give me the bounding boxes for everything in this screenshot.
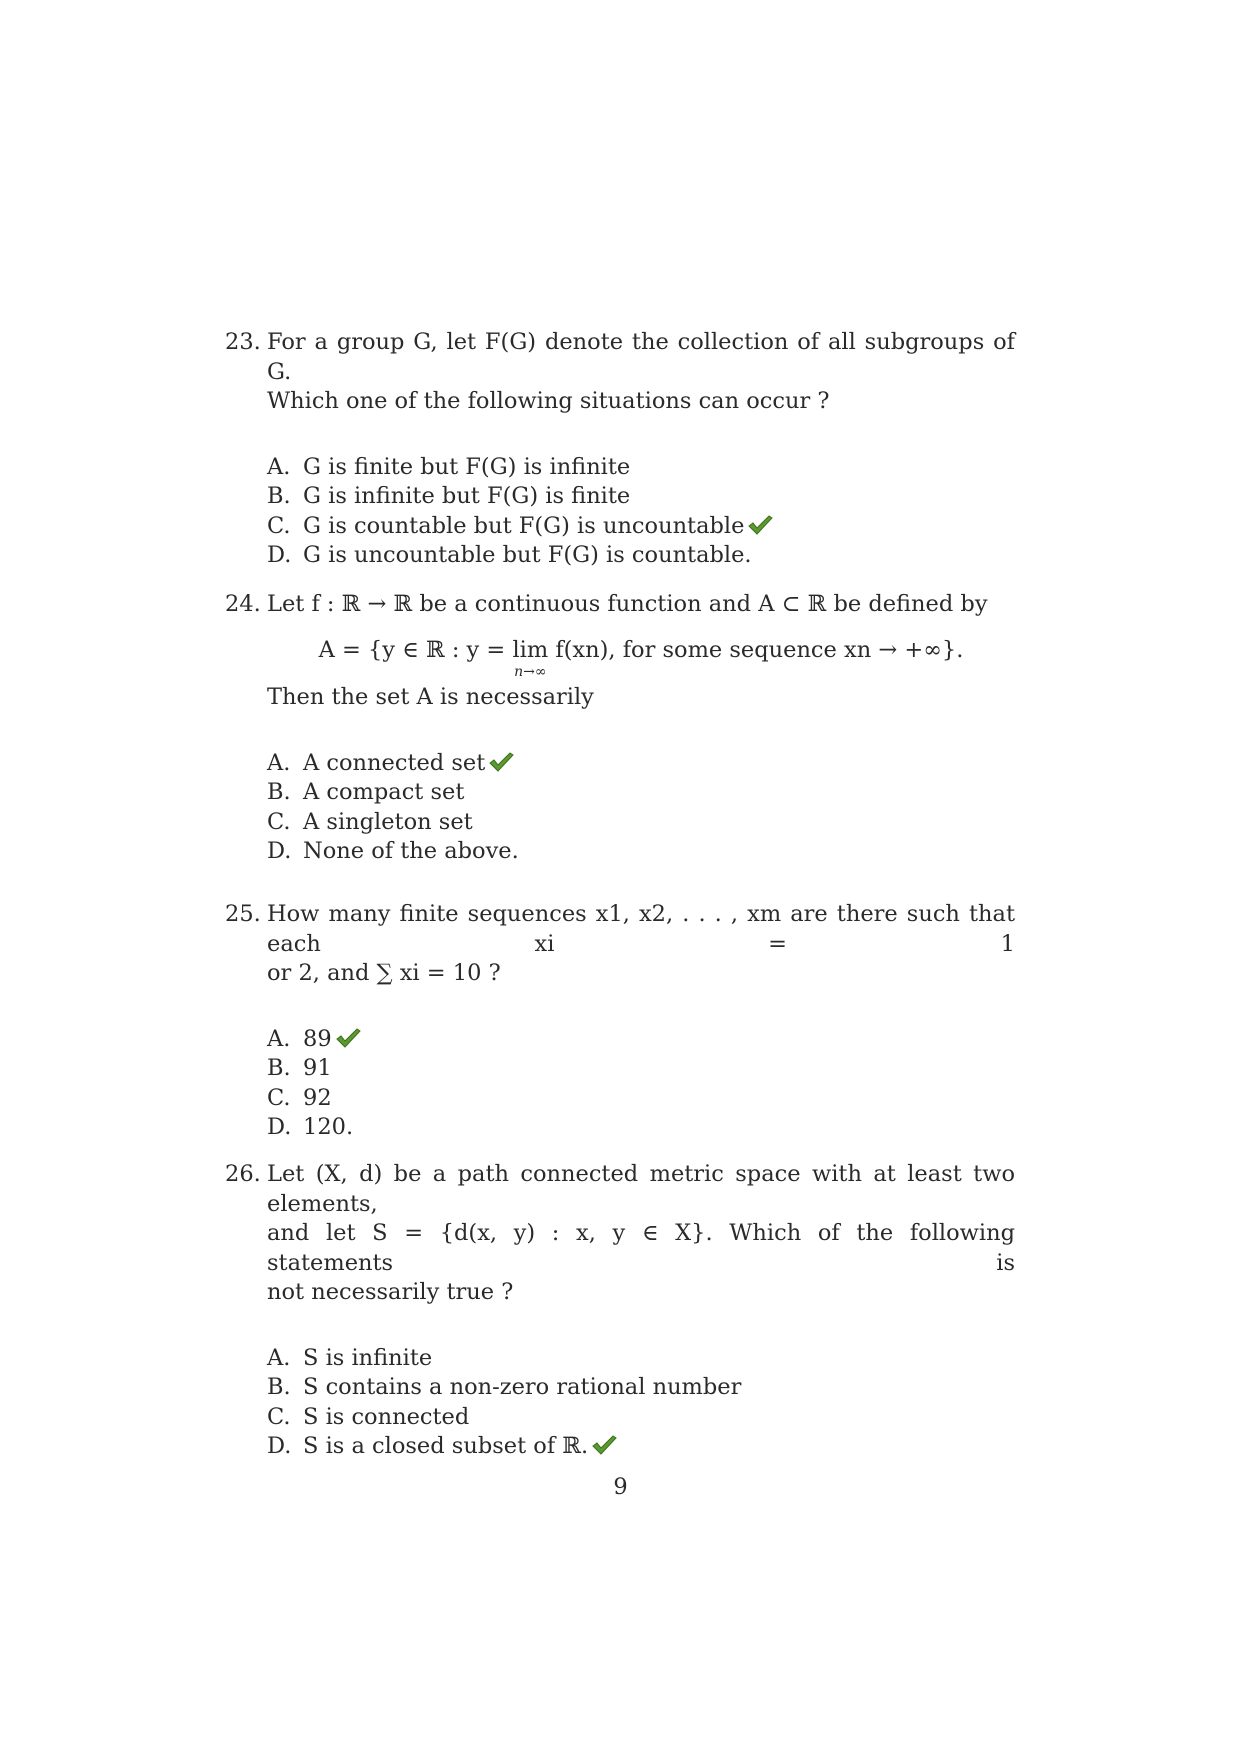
option-a: A. A connected set (267, 749, 1015, 779)
question-23 (225, 328, 1015, 571)
question-line: Which one of the following situations can occur ? (267, 388, 830, 414)
question-line: and let S = {d(x, y) : x, y ∈ X}. Which of the following statements is (267, 1220, 1015, 1276)
question-text (267, 328, 1015, 417)
question-line: Let (X, d) be a path connected metric space with at least two elements, (267, 1161, 1015, 1217)
question-line: For a group G, let F(G) denote the collection of all subgroups of G. (267, 329, 1015, 385)
question-number: 23. (225, 329, 261, 355)
option-b: B. A compact set (267, 779, 465, 805)
option-b: B. S contains a non-zero rational number (267, 1374, 742, 1400)
option-c: C. S is connected (267, 1403, 470, 1430)
question-text (267, 1160, 1015, 1308)
option-a: A. S is infinite (267, 1344, 433, 1371)
option-b: B. G is infinite but F(G) is finite (267, 483, 631, 509)
page-number: 9 (613, 1474, 628, 1500)
question-line: not necessarily true ? (267, 1279, 514, 1305)
display-equation: A = {y ∈ ℝ : y = lim n→∞ f(xn), for some sequence xn → +∞}. (318, 636, 964, 680)
question-line: Let f : ℝ → ℝ be a continuous function and A ⊂ ℝ be defined by (267, 591, 988, 617)
question-number: 24. (225, 591, 261, 617)
option-c: C. G is countable but F(G) is uncountable (267, 512, 1015, 542)
options-list (267, 749, 1015, 867)
option-d: D. None of the above. (267, 838, 519, 864)
checkmark-icon (591, 1434, 617, 1456)
question-25 (225, 900, 1015, 1143)
option-d: D. G is uncountable but F(G) is countable. (267, 542, 752, 568)
question-followup: Then the set A is necessarily (267, 684, 594, 710)
limit-operator: lim n→∞ (512, 636, 549, 680)
options-list (267, 1025, 1015, 1143)
question-line: or 2, and ∑ xi = 10 ? (267, 960, 501, 986)
checkmark-icon (488, 751, 514, 773)
options-list (267, 453, 1015, 571)
question-text (267, 590, 1015, 620)
question-number: 25. (225, 901, 261, 927)
option-a: A. 89 (267, 1025, 1015, 1055)
question-number: 26. (225, 1161, 261, 1187)
options-list (267, 1344, 1015, 1462)
option-d: D. 120. (267, 1114, 354, 1140)
checkmark-icon (747, 514, 773, 536)
option-c: C. A singleton set (267, 808, 473, 835)
option-d: D. S is a closed subset of ℝ. (267, 1432, 1015, 1462)
question-26 (225, 1160, 1015, 1462)
option-b: B. 91 (267, 1055, 332, 1081)
question-text (267, 900, 1015, 989)
question-24 (225, 590, 1015, 867)
option-c: C. 92 (267, 1084, 332, 1111)
checkmark-icon (335, 1027, 361, 1049)
option-a: A. G is finite but F(G) is infinite (267, 453, 631, 480)
question-line: How many finite sequences x1, x2, . . . , xm are there such that each xi = 1 (267, 901, 1015, 957)
